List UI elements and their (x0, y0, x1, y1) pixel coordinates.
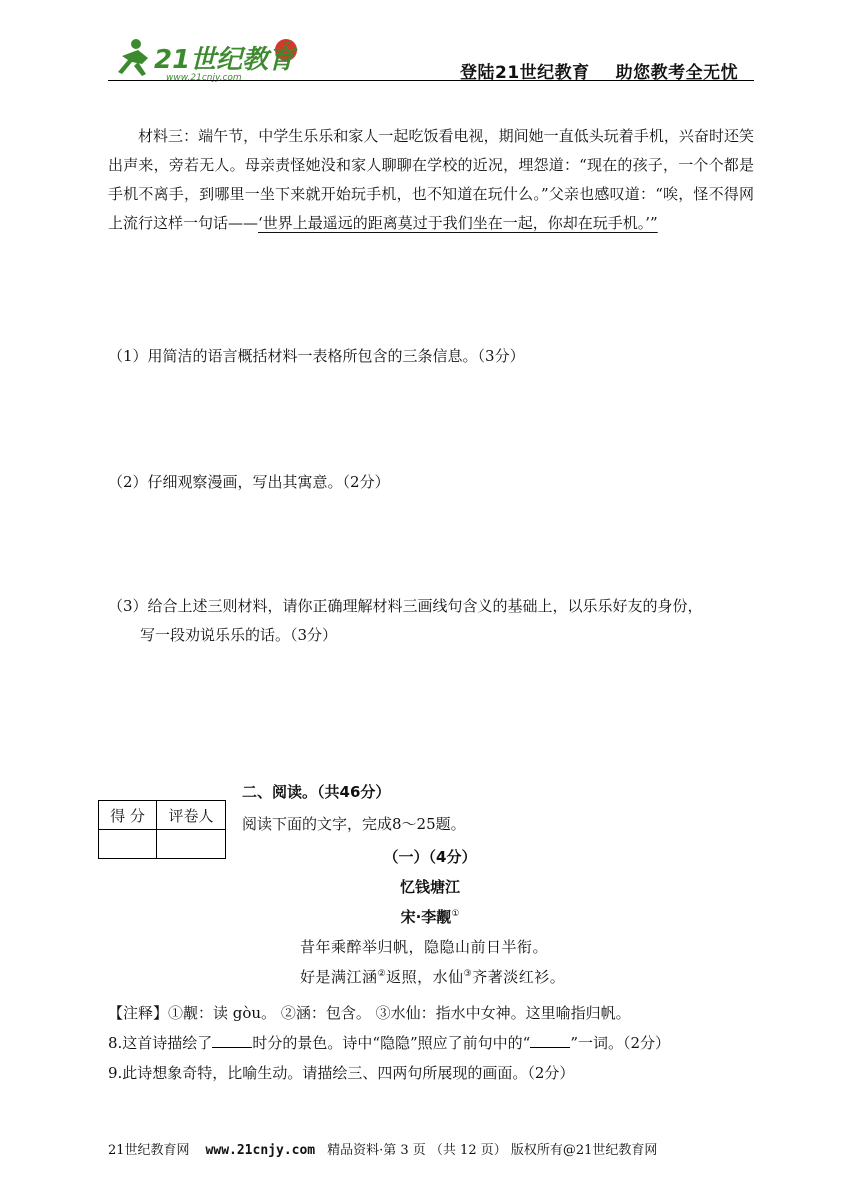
footer-left: 21世纪教育网 (108, 1143, 190, 1158)
question-8 (108, 1032, 670, 1053)
question-8-part-b: 时分的景色。诗中“隐隐”照应了前句中的“ (252, 1034, 531, 1052)
poem-line-2-part-a: 好是满江涵 (300, 968, 378, 986)
logo-text: 21世纪教育 (154, 45, 295, 75)
answer-blank-1[interactable] (212, 1033, 252, 1048)
question-3-line-1: （3）给合上述三则材料，请你正确理解材料三画线句含义的基础上，以乐乐好友的身份， (108, 597, 703, 615)
question-8-part-c: ”一词。（2分） (570, 1034, 671, 1052)
poem-author-name: 宋·李觏 (400, 908, 452, 926)
header-slogan-left: 登陆21世纪教育 (460, 63, 590, 83)
score-header: 得 分 (99, 801, 157, 830)
section-2-instruction: 阅读下面的文字，完成8～25题。 (242, 815, 466, 833)
poem-line-2 (300, 966, 565, 987)
poem-author-note-mark: ① (451, 909, 460, 919)
header-divider (108, 80, 754, 81)
poem-title: 忆钱塘江 (399, 878, 460, 896)
poem-note-mark-3: ③ (463, 969, 473, 979)
material-three-underlined-sentence: ‘世界上最遥远的距离莫过于我们坐在一起，你却在玩手机。’” (258, 214, 658, 232)
poem-line-2-part-b: 返照，水仙 (386, 968, 464, 986)
question-8-part-a: 8.这首诗描绘了 (108, 1034, 213, 1052)
poem-author (0, 906, 860, 927)
question-1: （1）用简洁的语言概括材料一表格所包含的三条信息。（3分） (108, 347, 525, 365)
poem-note-mark-2: ② (377, 969, 387, 979)
material-three-text: 材料三：端午节，中学生乐乐和家人一起吃饭看电视，期间她一直低头玩着手机，兴奋时还笑出声来，旁若无人。母亲责怪她没和家人聊聊在学校的近况，埋怨道：“现在的孩子，一个个都是手机不离手，到哪里一坐下来就开始玩手机，也不知道在玩什么。”父亲也感叹道：“唉，怪不得网上流行这样一句话—— (108, 127, 754, 232)
footer-site-link[interactable]: www.21cnjy.com (205, 1143, 316, 1158)
material-three-paragraph (108, 122, 754, 238)
logo-graphic (108, 34, 308, 84)
poem-line-1: 昔年乘醉举归帆，隐隐山前日半衔。 (300, 938, 549, 956)
question-9: 9.此诗想象奇特，比喻生动。请描绘三、四两句所展现的画面。（2分） (108, 1064, 575, 1082)
footer-right: 精品资料·第 3 页 （共 12 页） 版权所有@21世纪教育网 (327, 1143, 658, 1158)
header-slogan-right: 助您教考全无忧 (615, 63, 739, 83)
part-1-heading: （一）（4分） (383, 848, 477, 866)
logo-url: www.21cnjy.com (166, 73, 242, 83)
section-2-title: 二、阅读。（共46分） (242, 783, 391, 801)
answer-blank-2[interactable] (530, 1033, 570, 1048)
question-2: （2）仔细观察漫画，写出其寓意。（2分） (108, 473, 390, 491)
page-footer (108, 1139, 657, 1158)
question-3-line-2: 写一段劝说乐乐的话。（3分） (140, 626, 338, 644)
poem-line-2-part-c: 齐著淡红衫。 (472, 968, 566, 986)
question-3 (108, 592, 754, 650)
poem-notes: 【注释】①觏：读 gòu。 ②涵：包含。 ③水仙：指水中女神。这里喻指归帆。 (108, 1004, 631, 1022)
grader-header: 评卷人 (157, 801, 226, 830)
site-logo (108, 34, 308, 84)
